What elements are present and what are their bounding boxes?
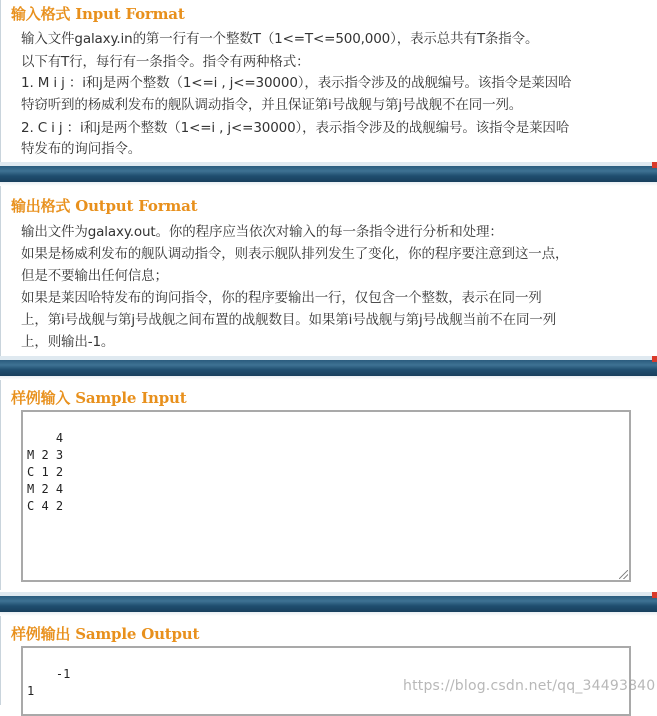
input-format-line-6: 特发布的询问指令。	[21, 141, 142, 157]
output-format-line-6: 上，则输出-1。	[21, 334, 115, 350]
input-format-line-5: 2. C i j ：i和j是两个整数（1<=i , j<=30000），表示指令涉及的战舰编号。该指令是莱因哈	[21, 120, 570, 136]
output-format-line-1: 输出文件为galaxy.out。你的程序应当依次对输入的每一条指令进行分析和处理：	[21, 224, 503, 240]
divider-corner-accent	[652, 592, 657, 598]
sample-input-textarea[interactable]	[21, 410, 631, 582]
input-format-line-4: 特窃听到的杨威利发布的舰队调动指令，并且保证第i号战舰与第j号战舰不在同一列。	[21, 97, 523, 113]
sample-input-content: 4 M 2 3 C 1 2 M 2 4 C 4 2	[27, 431, 64, 513]
sample-output-title: 样例输出 Sample Output	[11, 625, 200, 643]
output-format-title: 输出格式 Output Format	[11, 197, 198, 215]
input-format-line-2: 以下有T行，每行有一条指令。指令有两种格式：	[21, 54, 310, 70]
input-format-line-1: 输入文件galaxy.in的第一行有一个整数T（1<=T<=500,000），表示总共有T条指令。	[21, 31, 539, 47]
section-divider-3	[0, 592, 657, 616]
section-divider-2	[0, 356, 657, 380]
output-format-line-5: 上，第i号战舰与第j号战舰之间布置的战舰数目。如果第i号战舰与第j号战舰当前不在同一列	[21, 312, 557, 328]
sample-input-section	[0, 380, 657, 590]
output-format-section	[0, 186, 657, 356]
sample-output-content: -1 1	[27, 667, 71, 698]
output-format-line-3: 但是不要输出任何信息；	[21, 268, 168, 284]
output-format-line-2: 如果是杨威利发布的舰队调动指令，则表示舰队排列发生了变化，你的程序要注意到这一点，	[21, 246, 569, 262]
watermark-text: https://blog.csdn.net/qq_34493840	[403, 678, 656, 694]
resize-grip-icon[interactable]	[619, 570, 628, 579]
output-format-line-4: 如果是莱因哈特发布的询问指令，你的程序要输出一行，仅包含一个整数，表示在同一列	[21, 290, 542, 306]
divider-corner-accent	[652, 162, 657, 168]
input-format-section	[0, 0, 657, 162]
input-format-title: 输入格式 Input Format	[11, 5, 185, 23]
divider-corner-accent	[652, 356, 657, 362]
sample-input-title: 样例输入 Sample Input	[11, 389, 187, 407]
input-format-line-3: 1. M i j ：i和j是两个整数（1<=i , j<=30000），表示指令涉及的战舰编号。该指令是莱因哈	[21, 75, 572, 91]
section-divider-1	[0, 162, 657, 186]
